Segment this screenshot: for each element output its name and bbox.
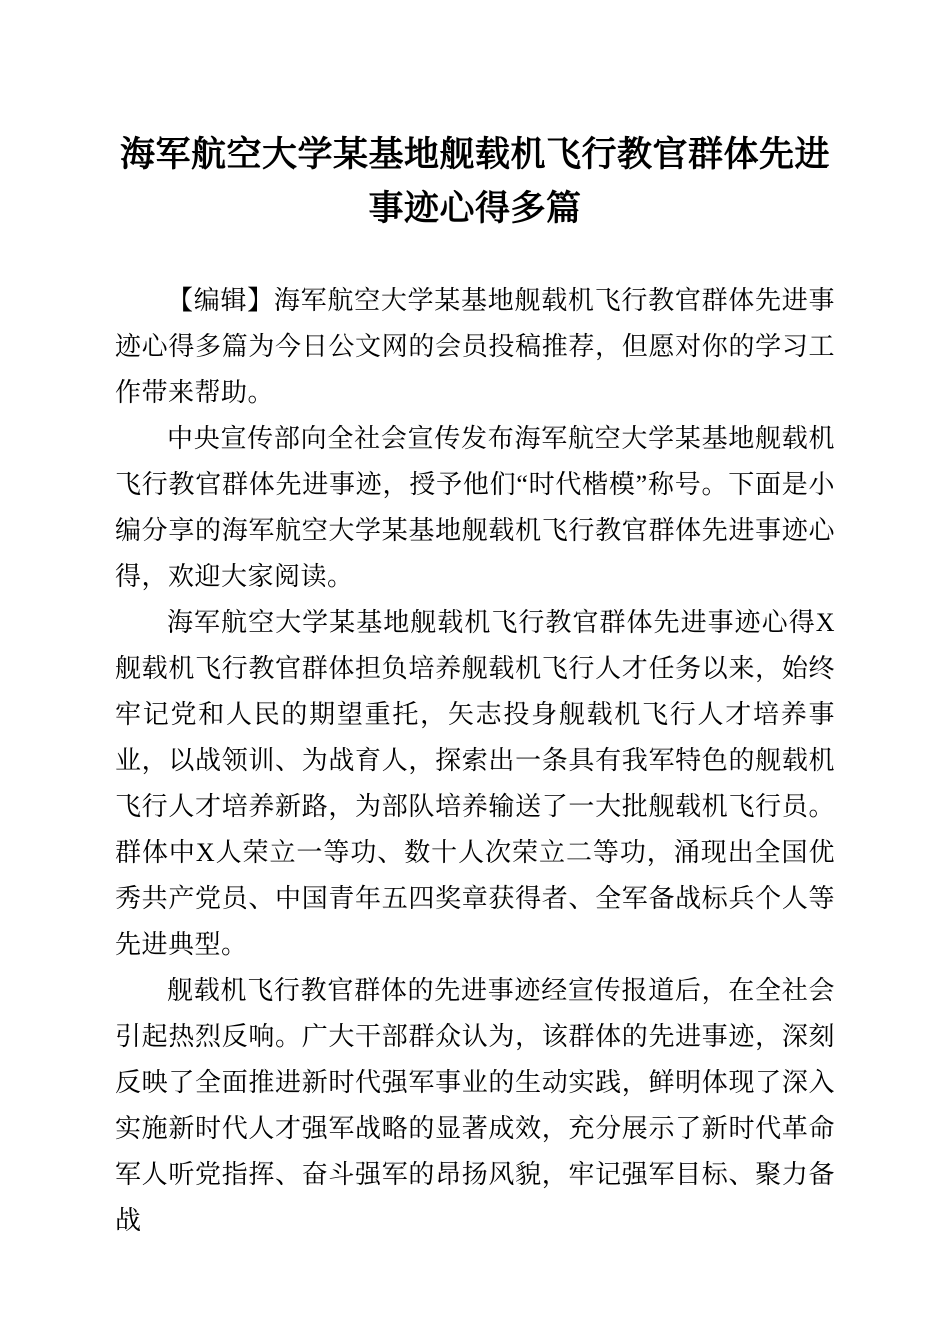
- paragraph-editor-note: 【编辑】海军航空大学某基地舰载机飞行教官群体先进事迹心得多篇为今日公文网的会员投稿推荐，但愿对你的学习工作带来帮助。: [115, 286, 835, 407]
- paragraph-intro: 中央宣传部向全社会宣传发布海军航空大学某基地舰载机飞行教官群体先进事迹，授予他们“时代楷模”称号。下面是小编分享的海军航空大学某基地舰载机飞行教官群体先进事迹心得，欢迎大家阅读。: [115, 424, 835, 591]
- paragraph-public-response: 舰载机飞行教官群体的先进事迹经宣传报道后，在全社会引起热烈反响。广大干部群众认为，该群体的先进事迹，深刻反映了全面推进新时代强军事业的生动实践，鲜明体现了深入实施新时代人才强军战略的显著成效，充分展示了新时代革命军人听党指挥、奋斗强军的昂扬风貌，牢记强军目标、聚力备战: [115, 976, 835, 1235]
- document-title: 海军航空大学某基地舰载机飞行教官群体先进事迹心得多篇: [119, 135, 830, 229]
- paragraph-deeds-summary: 海军航空大学某基地舰载机飞行教官群体先进事迹心得X舰载机飞行教官群体担负培养舰载机飞行人才任务以来，始终牢记党和人民的期望重托，矢志投身舰载机飞行人才培养事业，以战领训、为战育人，探索出一条具有我军特色的舰载机飞行人才培养新路，为部队培养输送了一大批舰载机飞行员。群体中X人荣立一等功、数十人次荣立二等功，涌现出全国优秀共产党员、中国青年五四奖章获得者、全军备战标兵个人等先进典型。: [115, 608, 835, 959]
- document-body: [115, 278, 835, 1244]
